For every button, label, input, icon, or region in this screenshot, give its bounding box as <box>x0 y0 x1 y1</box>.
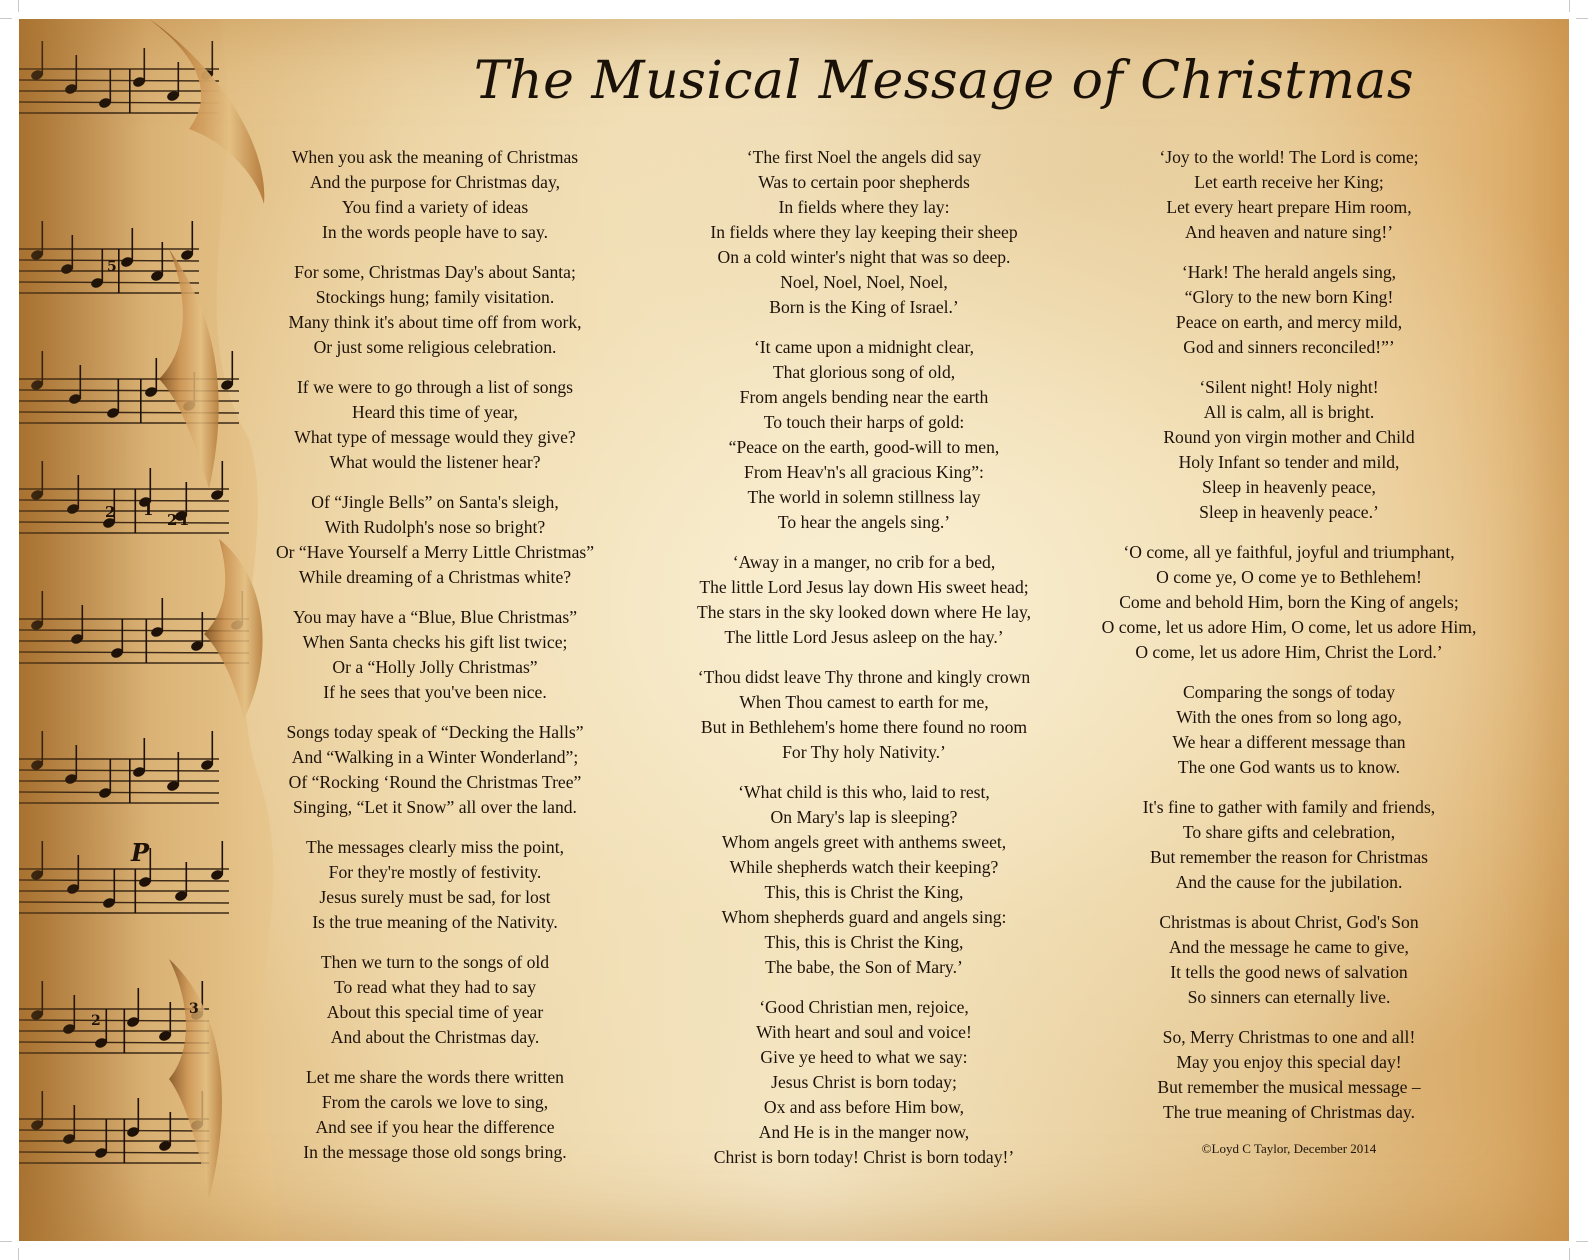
stanza <box>257 1065 613 1165</box>
verse-line: Or “Have Yourself a Merry Little Christmas” <box>275 542 595 562</box>
music-mark-finger-1: 1 <box>143 501 154 519</box>
poem-column-2 <box>659 145 1069 1185</box>
verse-line: Holy Infant so tender and mild, <box>1178 452 1400 472</box>
crop-mark-bottom-right <box>1576 1241 1588 1242</box>
verse-line: And He is in the manger now, <box>758 1122 970 1142</box>
verse-line: Of “Rocking ‘Round the Christmas Tree” <box>288 772 582 792</box>
verse-line: For they're mostly of festivity. <box>328 862 542 882</box>
stanza <box>659 995 1069 1170</box>
stanza <box>1079 1025 1499 1125</box>
verse-line: Many think it's about time off from work, <box>288 312 582 332</box>
verse-line: ‘O come, all ye faithful, joyful and triumphant, <box>1123 542 1455 562</box>
verse-line: And the purpose for Christmas day, <box>309 172 560 192</box>
verse-line: With the ones from so long ago, <box>1176 707 1402 727</box>
verse-line: Let every heart prepare Him room, <box>1166 197 1412 217</box>
verse-line: In the words people have to say. <box>321 222 549 242</box>
verse-line: O come, let us adore Him, O come, let us adore Him, <box>1101 617 1477 637</box>
verse-line: You may have a “Blue, Blue Christmas” <box>292 607 578 627</box>
verse-line: When Santa checks his gift list twice; <box>302 632 568 652</box>
verse-line: And heaven and nature sing!’ <box>1184 222 1394 242</box>
music-mark-finger-1b: 1 <box>179 511 190 529</box>
music-mark-finger-2c: 2 <box>91 1013 101 1029</box>
verse-line: If he sees that you've been nice. <box>323 682 547 702</box>
verse-line: And see if you hear the difference <box>315 1117 555 1137</box>
verse-line: To touch their harps of gold: <box>763 412 965 432</box>
verse-line: It tells the good news of salvation <box>1170 962 1408 982</box>
verse-line: And the message he came to give, <box>1169 937 1409 957</box>
verse-line: For some, Christmas Day's about Santa; <box>294 262 576 282</box>
verse-line: While shepherds watch their keeping? <box>729 857 999 877</box>
stanza <box>1079 680 1499 780</box>
sheet-music-scroll-illustration <box>19 19 289 1241</box>
parchment-page <box>19 19 1569 1241</box>
verse-line: The little Lord Jesus asleep on the hay.’ <box>724 627 1004 647</box>
verse-line: Peace on earth, and mercy mild, <box>1175 312 1403 332</box>
verse-line: The little Lord Jesus lay down His sweet head; <box>699 577 1029 597</box>
verse-line: What would the listener hear? <box>329 452 541 472</box>
verse-line: Give ye heed to what we say: <box>760 1047 968 1067</box>
verse-line: But remember the reason for Christmas <box>1149 847 1428 867</box>
stanza <box>659 145 1069 320</box>
verse-line: Round yon virgin mother and Child <box>1163 427 1415 447</box>
verse-line: ‘Thou didst leave Thy throne and kingly crown <box>697 667 1031 687</box>
verse-line: “Glory to the new born King! <box>1184 287 1394 307</box>
crop-mark-top-left-v <box>18 0 19 12</box>
verse-line: Jesus surely must be sad, for lost <box>319 887 551 907</box>
verse-line: Or a “Holly Jolly Christmas” <box>332 657 538 677</box>
verse-line: But in Bethlehem's home there found no room <box>700 717 1028 737</box>
verse-line: Jesus Christ is born today; <box>771 1072 957 1092</box>
poem-column-3 <box>1079 145 1499 1158</box>
verse-line: From the carols we love to sing, <box>321 1092 549 1112</box>
stanza <box>257 375 613 475</box>
verse-line: Ox and ass before Him bow, <box>763 1097 965 1117</box>
verse-line: While dreaming of a Christmas white? <box>298 567 572 587</box>
verse-line: Whom angels greet with anthems sweet, <box>721 832 1007 852</box>
verse-line: Christmas is about Christ, God's Son <box>1159 912 1419 932</box>
verse-line: ‘It came upon a midnight clear, <box>753 337 975 357</box>
verse-line: “Peace on the earth, good-will to men, <box>728 437 1000 457</box>
verse-line: This, this is Christ the King, <box>764 932 964 952</box>
verse-line: So sinners can eternally live. <box>1187 987 1391 1007</box>
verse-line: What type of message would they give? <box>294 427 576 447</box>
verse-line: It's fine to gather with family and friends, <box>1142 797 1436 817</box>
verse-line: For Thy holy Nativity.’ <box>782 742 946 762</box>
verse-line: Songs today speak of “Decking the Halls” <box>286 722 584 742</box>
verse-line: Noel, Noel, Noel, Noel, <box>780 272 948 292</box>
verse-line: This, this is Christ the King, <box>764 882 964 902</box>
music-mark-finger-3: 3 <box>189 1001 199 1017</box>
verse-line: With Rudolph's nose so bright? <box>324 517 546 537</box>
verse-line: God and sinners reconciled!”’ <box>1183 337 1395 357</box>
verse-line: So, Merry Christmas to one and all! <box>1162 1027 1416 1047</box>
stanza <box>257 950 613 1050</box>
verse-line: Born is the King of Israel.’ <box>769 297 959 317</box>
verse-line: ‘Hark! The herald angels sing, <box>1181 262 1397 282</box>
verse-line: With heart and soul and voice! <box>756 1022 972 1042</box>
verse-line: The world in solemn stillness lay <box>747 487 981 507</box>
verse-line: Heard this time of year, <box>352 402 518 422</box>
music-mark-finger-2a: 2 <box>105 503 116 521</box>
stanza <box>1079 260 1499 360</box>
verse-line: Christ is born today! Christ is born today!’ <box>713 1147 1015 1167</box>
stanza <box>257 720 613 820</box>
verse-line: The messages clearly miss the point, <box>306 837 564 857</box>
stanza <box>257 490 613 590</box>
verse-line: Come and behold Him, born the King of angels; <box>1119 592 1459 612</box>
stanza <box>1079 795 1499 895</box>
stanza <box>659 335 1069 535</box>
stanza <box>1079 910 1499 1010</box>
verse-line: O come, let us adore Him, Christ the Lord.’ <box>1135 642 1443 662</box>
verse-line: And about the Christmas day. <box>330 1027 540 1047</box>
poem-title: The Musical Message of Christmas <box>473 51 1415 111</box>
verse-line: Then we turn to the songs of old <box>320 952 550 972</box>
crop-mark-bottom-left-v <box>18 1248 19 1260</box>
verse-line: ‘Joy to the world! The Lord is come; <box>1159 147 1419 167</box>
verse-line: When you ask the meaning of Christmas <box>291 147 579 167</box>
verse-line: Sleep in heavenly peace.’ <box>1199 502 1379 522</box>
verse-line: All is calm, all is bright. <box>1203 402 1375 422</box>
verse-line: And “Walking in a Winter Wonderland”; <box>291 747 579 767</box>
verse-line: The one God wants us to know. <box>1177 757 1401 777</box>
verse-line: Was to certain poor shepherds <box>758 172 970 192</box>
crop-mark-top-right-v <box>1569 0 1570 12</box>
verse-line: ‘Good Christian men, rejoice, <box>759 997 969 1017</box>
stanza <box>659 550 1069 650</box>
stanza <box>1079 145 1499 245</box>
verse-line: Is the true meaning of the Nativity. <box>312 912 558 932</box>
crop-mark-top-left <box>0 18 12 19</box>
verse-line: To hear the angels sing.’ <box>777 512 951 532</box>
music-mark-finger-5: 5 <box>107 259 117 275</box>
stanza <box>257 835 613 935</box>
verse-line: The babe, the Son of Mary.’ <box>765 957 963 977</box>
crop-mark-bottom-left <box>0 1241 12 1242</box>
verse-line: From angels bending near the earth <box>739 387 989 407</box>
verse-line: If we were to go through a list of songs <box>296 377 574 397</box>
verse-line: Stockings hung; family visitation. <box>315 287 555 307</box>
verse-line: ‘Silent night! Holy night! <box>1199 377 1379 397</box>
crop-mark-bottom-right-v <box>1569 1248 1570 1260</box>
stanza <box>1079 375 1499 525</box>
verse-line: Comparing the songs of today <box>1182 682 1396 702</box>
verse-line: About this special time of year <box>326 1002 544 1022</box>
verse-line: ‘What child is this who, laid to rest, <box>738 782 990 802</box>
verse-line: We hear a different message than <box>1172 732 1406 752</box>
verse-line: ‘The first Noel the angels did say <box>746 147 982 167</box>
stanza <box>257 260 613 360</box>
verse-line: May you enjoy this special day! <box>1176 1052 1402 1072</box>
music-mark-finger-2b: 2 <box>167 511 178 529</box>
poem-column-1 <box>257 145 613 1180</box>
stanza <box>659 780 1069 980</box>
verse-line: Let earth receive her King; <box>1194 172 1384 192</box>
verse-line: And the cause for the jubilation. <box>1175 872 1403 892</box>
verse-line: Whom shepherds guard and angels sing: <box>721 907 1007 927</box>
verse-line: In fields where they lay: <box>778 197 950 217</box>
crop-mark-top-right <box>1576 18 1588 19</box>
verse-line: Or just some religious celebration. <box>313 337 557 357</box>
verse-line: Singing, “Let it Snow” all over the land. <box>293 797 577 817</box>
verse-line: In the message those old songs bring. <box>303 1142 567 1162</box>
verse-line: On a cold winter's night that was so deep. <box>717 247 1011 267</box>
copyright-notice: ©Loyd C Taylor, December 2014 <box>1201 1141 1377 1156</box>
verse-line: From Heav'n's all gracious King”: <box>744 462 984 482</box>
stanza <box>257 145 613 245</box>
verse-line: On Mary's lap is sleeping? <box>770 807 958 827</box>
stanza <box>659 665 1069 765</box>
verse-line: But remember the musical message – <box>1157 1077 1421 1097</box>
verse-line: ‘Away in a manger, no crib for a bed, <box>732 552 996 572</box>
verse-line: Of “Jingle Bells” on Santa's sleigh, <box>311 492 559 512</box>
verse-line: You find a variety of ideas <box>341 197 529 217</box>
verse-line: When Thou camest to earth for me, <box>739 692 989 712</box>
stanza <box>1079 540 1499 665</box>
verse-line: The true meaning of Christmas day. <box>1163 1102 1415 1122</box>
verse-line: The stars in the sky looked down where He lay, <box>696 602 1032 622</box>
verse-line: To read what they had to say <box>333 977 536 997</box>
stanza <box>257 605 613 705</box>
verse-line: That glorious song of old, <box>772 362 956 382</box>
verse-line: In fields where they lay keeping their sheep <box>710 222 1018 242</box>
verse-line: To share gifts and celebration, <box>1182 822 1396 842</box>
verse-line: Sleep in heavenly peace, <box>1202 477 1376 497</box>
music-mark-piano-p: P <box>131 838 150 867</box>
verse-line: O come ye, O come ye to Bethlehem! <box>1156 567 1422 587</box>
verse-line: Let me share the words there written <box>306 1067 564 1087</box>
